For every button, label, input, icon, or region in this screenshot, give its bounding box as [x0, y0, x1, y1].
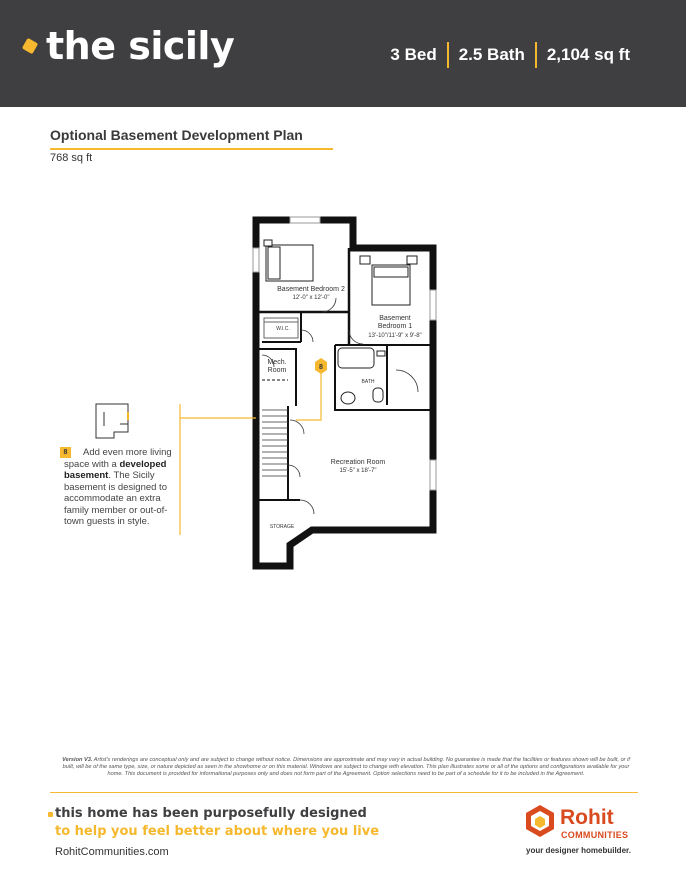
plan-marker: 8: [319, 364, 323, 371]
callout-bold-text: developed basement: [64, 458, 167, 481]
room-basement-bedroom-1-dims: 13'-10"/11'-9" x 9'-8": [368, 333, 422, 339]
callout-description: [64, 447, 180, 528]
plan-area: 768 sq ft: [50, 152, 93, 164]
tagline-line-1: this home has been purposefully designed: [55, 806, 367, 821]
room-mech-line2: Room: [267, 367, 287, 374]
room-recreation: Recreation Room: [330, 459, 386, 466]
room-mech: Mech.: [267, 359, 287, 366]
spec-area: 2,104 sq ft: [546, 45, 630, 64]
callout-text-after: . The Sicily basement is designed to accommodate an extra family member or out-of-town guests in style.: [64, 470, 168, 527]
brand-logo-sub: COMMUNITIES: [561, 830, 629, 840]
rohit-cube-logo-icon: [524, 803, 556, 839]
room-recreation-dims: 15'-5" x 18'-7": [339, 468, 377, 474]
room-basement-bedroom-2-dims: 12'-0" x 12'-0": [292, 295, 330, 301]
tagline-line-2: to help you feel better about where you live: [55, 824, 380, 839]
plan-title: Optional Basement Development Plan: [50, 127, 303, 143]
disclaimer-text: Artist's renderings are conceptual only and are subject to change without notice. Dimensions are approximate and may vary in actual building. No guarantee is made that the facilities or features shown will be built, or if built, will be of the same type, size, or nature depicted as seen in the showhome or on this material. Windows are subject to change with elevation. This plan illustrates some or all of the options and configurations available for your home. This document is provided for informational purposes only and does not form part of the Agreement. Option selections need to be part of a schedule for it to be included in the Agreement.: [62, 757, 630, 777]
room-storage: STORAGE: [269, 524, 295, 530]
spec-bathrooms: 2.5 Bath: [458, 45, 525, 64]
room-basement-bedroom-1: Basement: [379, 315, 411, 322]
tagline-bullet-icon: [48, 812, 53, 817]
callout-text-before: Add even more living space with a: [64, 447, 172, 470]
disclaimer-version: Version V3.: [62, 757, 93, 763]
spec-bedrooms: 3 Bed: [390, 45, 437, 64]
room-wic: W.I.C.: [276, 326, 290, 332]
callout-number-badge: 8: [60, 447, 71, 458]
room-basement-bedroom-2: Basement Bedroom 2: [277, 286, 345, 293]
footer-divider: [50, 792, 638, 793]
website-link[interactable]: RohitCommunities.com: [55, 846, 169, 858]
brand-tagline: your designer homebuilder.: [526, 846, 631, 855]
room-bath: BATH: [361, 379, 375, 385]
room-basement-bedroom-1-line2: Bedroom 1: [377, 323, 413, 330]
disclaimer: [62, 757, 630, 777]
home-model-title: the sicily: [46, 24, 235, 68]
brand-logo-name: Rohit: [560, 806, 614, 829]
